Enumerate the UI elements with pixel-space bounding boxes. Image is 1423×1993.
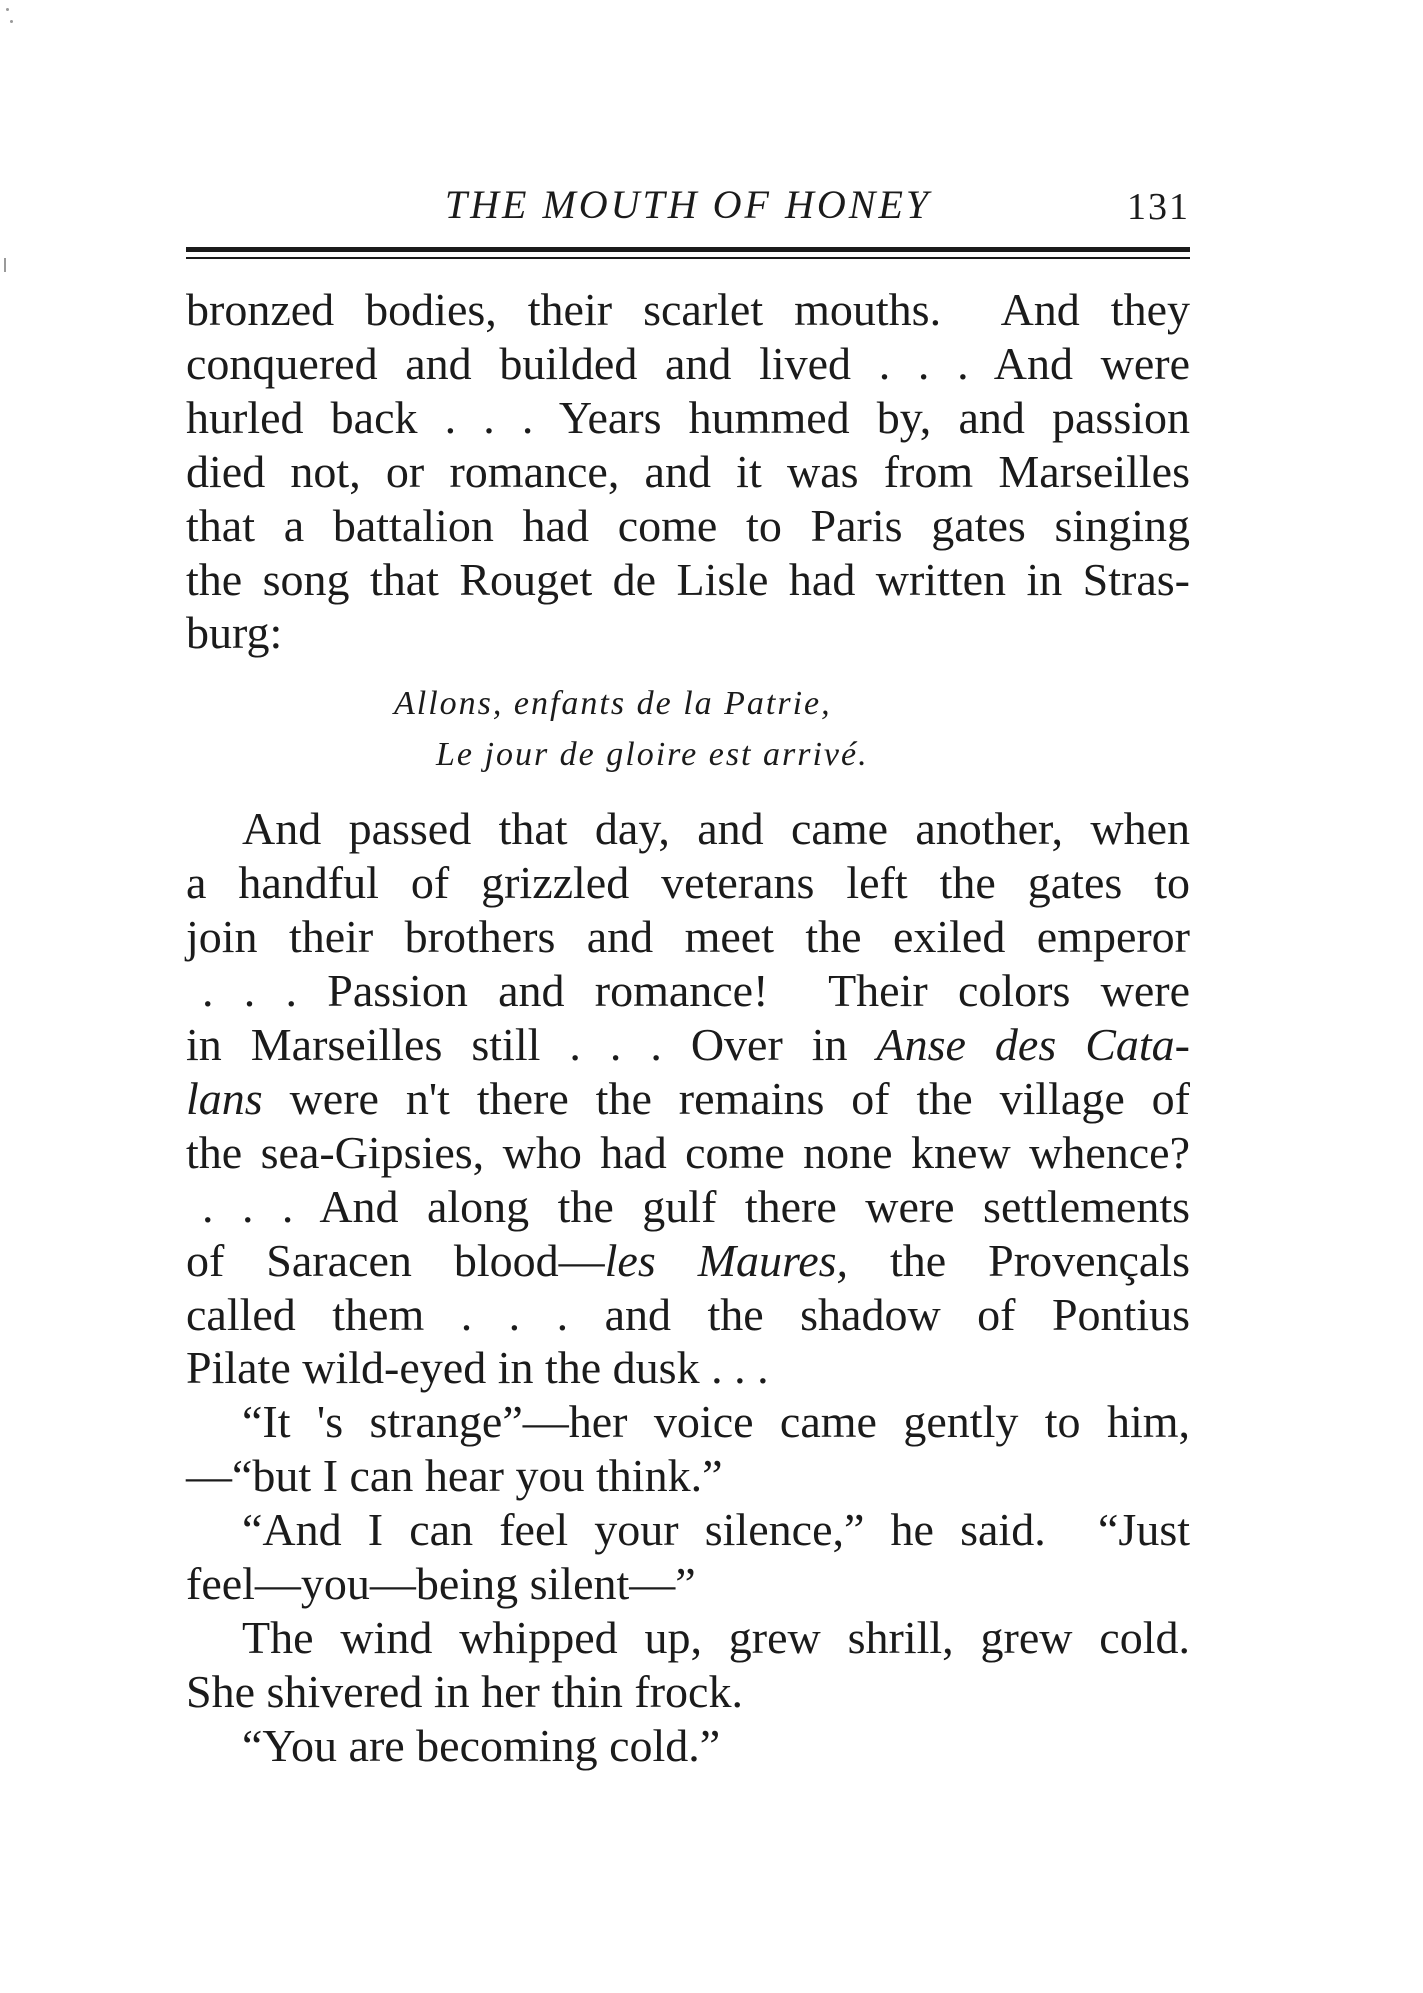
text-line: “It 's strange”—her voice came gently to him, (242, 1396, 1190, 1448)
body-text (186, 283, 1190, 1773)
paragraph-3 (186, 1395, 1190, 1503)
running-header (186, 181, 1190, 241)
text-run: were n't there the remains of the village of (262, 1072, 1190, 1124)
text-line: . . . And along the gulf there were settlements (202, 1180, 1190, 1232)
text-line (186, 1018, 1190, 1072)
page-number: 131 (1127, 186, 1190, 228)
running-title: THE MOUTH OF HONEY (444, 182, 932, 227)
paragraph-5 (186, 1611, 1190, 1719)
text-line: bronzed bodies, their scarlet mouths. And they (186, 284, 1190, 335)
text-line: And passed that day, and came another, when (242, 803, 1190, 855)
paragraph-4 (186, 1503, 1190, 1611)
text-line: a handful of grizzled veterans left the gates to (186, 857, 1190, 909)
text-line: called them . . . and the shadow of Pontius (186, 1288, 1190, 1340)
text-line: “And I can feel your silence,” he said. “Just (242, 1504, 1190, 1556)
text-run: of Saracen blood— (186, 1234, 605, 1286)
text-line: burg: (186, 607, 283, 659)
scan-speck (4, 258, 6, 272)
text-line (186, 1072, 1190, 1126)
text-line: conquered and builded and lived . . . And were (186, 337, 1190, 389)
verse-line: Le jour de gloire est arrivé. (436, 736, 869, 774)
text-line: —“but I can hear you think.” (186, 1450, 723, 1502)
text-line: the song that Rouget de Lisle had written in Stras- (186, 553, 1190, 605)
header-rule-thick (186, 247, 1190, 252)
text-run: the Provençals (848, 1234, 1191, 1286)
text-line: . . . Passion and romance! Their colors were (202, 965, 1190, 1017)
italic-phrase: Anse des Cata- (876, 1018, 1190, 1070)
verse-quote (186, 678, 1190, 780)
text-line: hurled back . . . Years hummed by, and passion (186, 391, 1190, 443)
text-line (186, 1234, 1190, 1288)
scan-speck (6, 8, 9, 11)
text-line: that a battalion had come to Paris gates singing (186, 499, 1190, 551)
text-line: She shivered in her thin frock. (186, 1665, 743, 1717)
text-line: feel—you—being silent—” (186, 1558, 696, 1610)
paragraph-1 (186, 283, 1190, 660)
header-rule-thin (186, 257, 1190, 259)
text-line: “You are becoming cold.” (242, 1719, 721, 1771)
paragraph-2 (186, 802, 1190, 1395)
italic-phrase: les Maures, (604, 1234, 849, 1286)
text-line: the sea-Gipsies, who had come none knew whence? (186, 1126, 1190, 1178)
italic-phrase: lans (186, 1072, 263, 1124)
scan-speck (10, 20, 13, 23)
text-line: join their brothers and meet the exiled emperor (186, 911, 1190, 963)
text-line: The wind whipped up, grew shrill, grew cold. (242, 1611, 1190, 1663)
text-run: in Marseilles still . . . Over in (186, 1018, 877, 1070)
verse-line: Allons, enfants de la Patrie, (394, 685, 832, 723)
text-line: died not, or romance, and it was from Marseilles (186, 445, 1190, 497)
paragraph-6 (186, 1719, 1190, 1773)
text-line: Pilate wild-eyed in the dusk . . . (186, 1342, 769, 1394)
